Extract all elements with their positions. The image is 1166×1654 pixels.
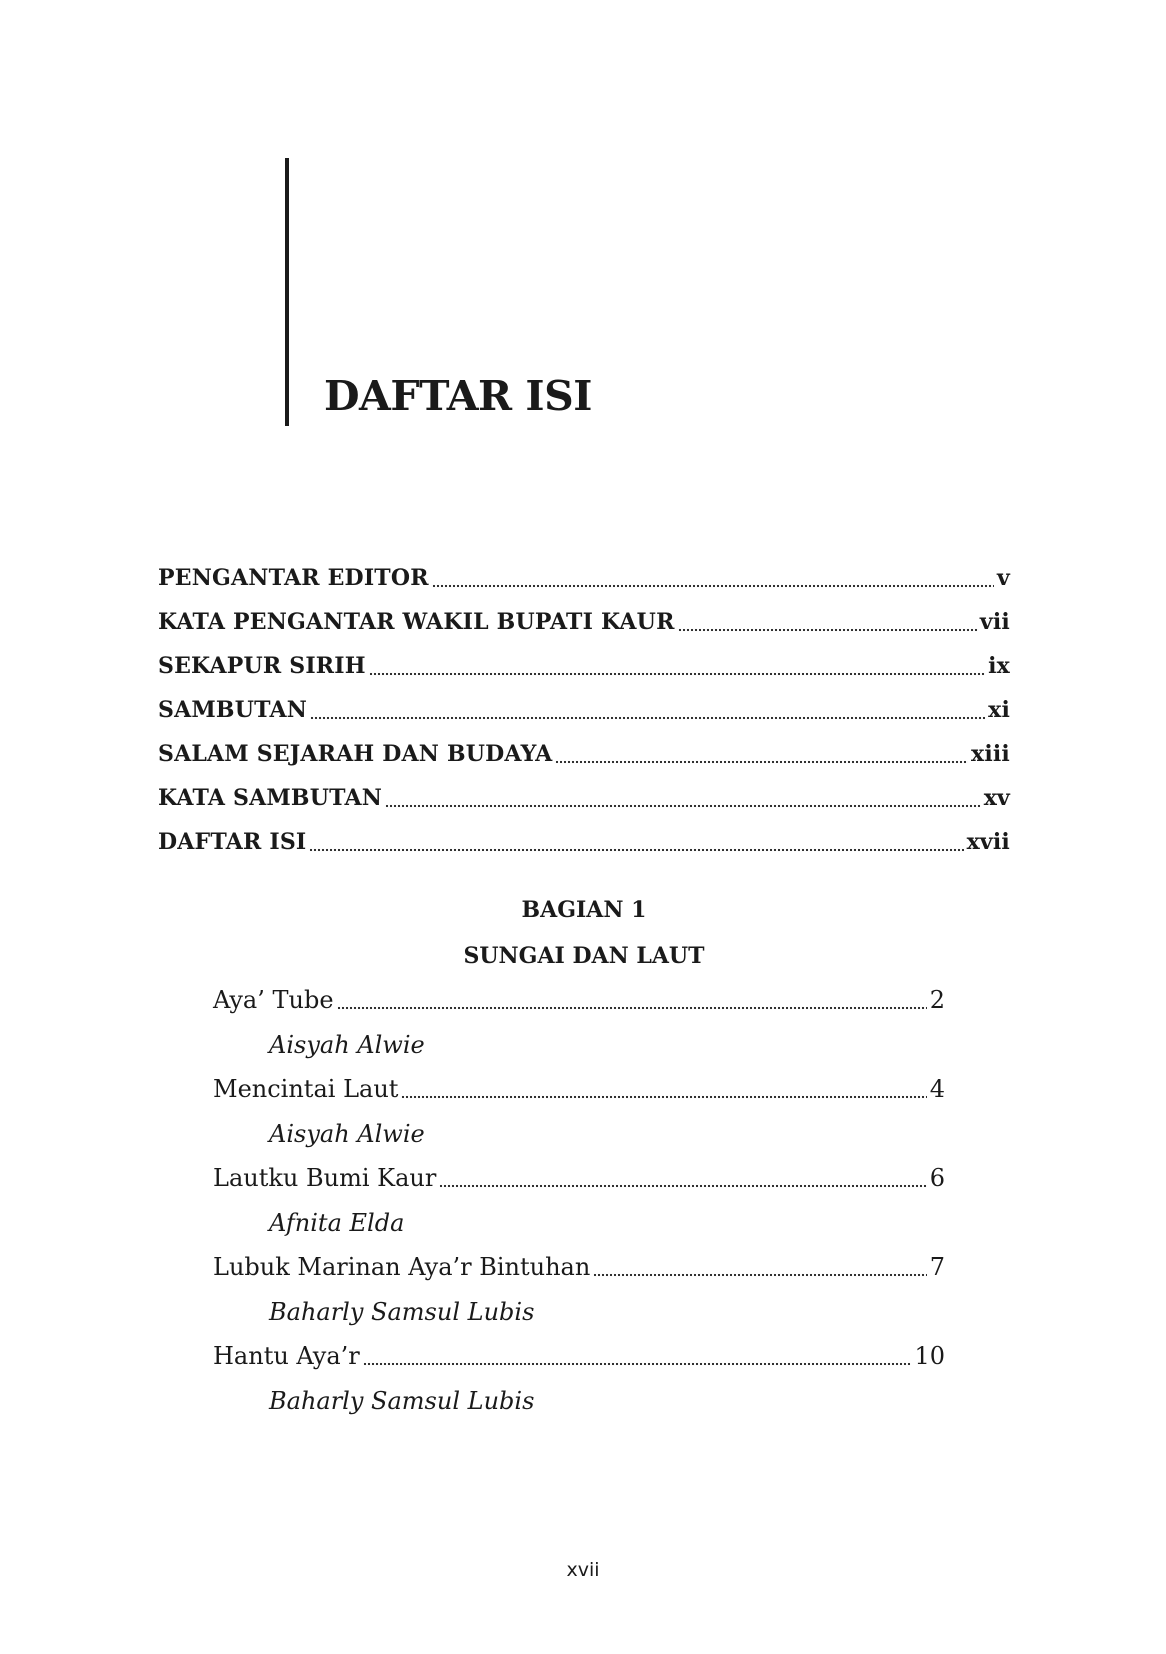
story-link[interactable] <box>213 1067 945 1112</box>
story-entry <box>213 1334 945 1423</box>
section-title-heading: SUNGAI DAN LAUT <box>463 943 705 969</box>
story-link[interactable] <box>213 1245 945 1290</box>
story-author: Afnita Elda <box>269 1209 405 1237</box>
dot-leader <box>593 1272 926 1278</box>
story-title: Hantu Aya’r <box>213 1342 360 1370</box>
story-entry <box>213 1156 945 1245</box>
story-entry <box>213 1067 945 1156</box>
story-title: Lubuk Marinan Aya’r Bintuhan <box>213 1253 591 1281</box>
toc-entry-label: KATA SAMBUTAN <box>158 785 383 811</box>
page-title: DAFTAR ISI <box>324 372 592 420</box>
dot-leader <box>385 803 981 809</box>
toc-entry-label: PENGANTAR EDITOR <box>158 565 429 591</box>
story-page: 6 <box>929 1164 945 1192</box>
toc-entry-label: SALAM SEJARAH DAN BUDAYA <box>158 741 553 767</box>
toc-entry-label: KATA PENGANTAR WAKIL BUPATI KAUR <box>158 609 675 635</box>
story-title: Mencintai Laut <box>213 1075 399 1103</box>
story-author: Aisyah Alwie <box>269 1031 425 1059</box>
dot-leader <box>432 583 994 589</box>
toc-entry-page: xi <box>988 697 1010 723</box>
page-number: xvii <box>566 1559 600 1581</box>
toc-entry[interactable] <box>158 776 1010 820</box>
dot-leader <box>369 671 985 677</box>
toc-entry-page: v <box>997 565 1010 591</box>
story-author: Aisyah Alwie <box>269 1120 425 1148</box>
toc-entry-page: xiii <box>971 741 1010 767</box>
toc-entry-label: SEKAPUR SIRIH <box>158 653 366 679</box>
front-matter-list <box>158 556 1010 864</box>
story-title: Aya’ Tube <box>213 986 334 1014</box>
story-entry <box>213 1245 945 1334</box>
toc-entry[interactable] <box>158 732 1010 776</box>
dot-leader <box>309 847 963 853</box>
story-link[interactable] <box>213 978 945 1023</box>
dot-leader <box>337 1005 927 1011</box>
story-entry <box>213 978 945 1067</box>
story-page: 2 <box>929 986 945 1014</box>
section-part-heading: BAGIAN 1 <box>521 897 647 923</box>
title-accent-rule <box>285 158 289 426</box>
toc-entry-label: SAMBUTAN <box>158 697 308 723</box>
story-author: Baharly Samsul Lubis <box>269 1387 535 1415</box>
story-page: 7 <box>929 1253 945 1281</box>
toc-entry[interactable] <box>158 820 1010 864</box>
dot-leader <box>555 759 968 765</box>
toc-entry[interactable] <box>158 644 1010 688</box>
story-title: Lautku Bumi Kaur <box>213 1164 437 1192</box>
dot-leader <box>401 1094 926 1100</box>
dot-leader <box>439 1183 926 1189</box>
toc-entry-page: xv <box>983 785 1010 811</box>
toc-entry-page: vii <box>979 609 1010 635</box>
toc-entry[interactable] <box>158 688 1010 732</box>
story-list <box>213 978 945 1423</box>
dot-leader <box>678 627 977 633</box>
toc-entry-label: DAFTAR ISI <box>158 829 307 855</box>
story-page: 10 <box>914 1342 945 1370</box>
toc-entry[interactable] <box>158 556 1010 600</box>
dot-leader <box>310 715 985 721</box>
dot-leader <box>363 1361 912 1367</box>
story-link[interactable] <box>213 1156 945 1201</box>
toc-entry-page: xvii <box>966 829 1010 855</box>
toc-entry[interactable] <box>158 600 1010 644</box>
story-author: Baharly Samsul Lubis <box>269 1298 535 1326</box>
toc-entry-page: ix <box>988 653 1010 679</box>
story-link[interactable] <box>213 1334 945 1379</box>
story-page: 4 <box>929 1075 945 1103</box>
